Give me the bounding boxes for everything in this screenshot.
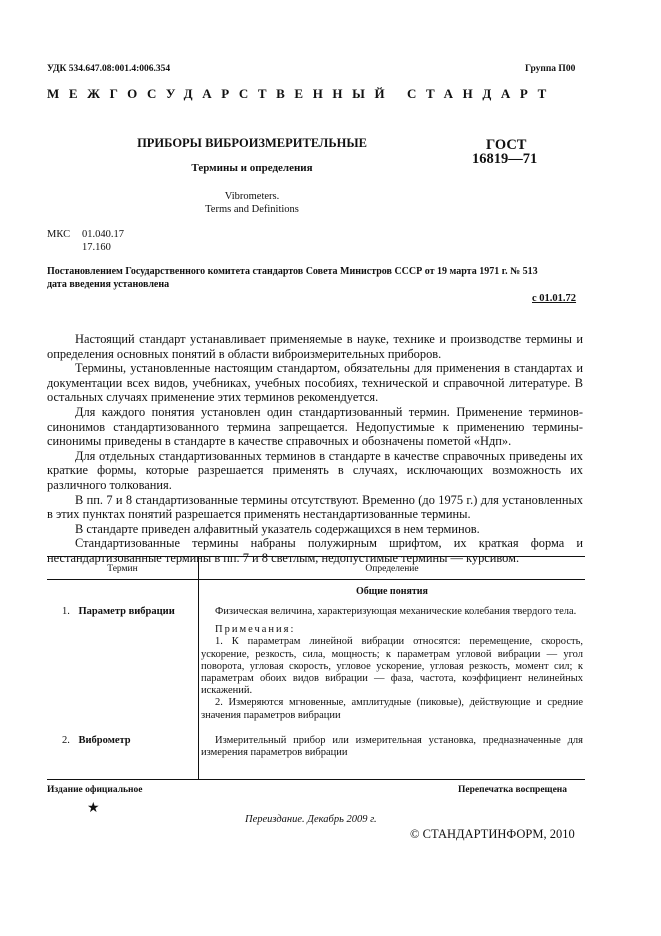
document-subtitle: Термины и определения: [191, 162, 313, 174]
udk-code: УДК 534.647.08:001.4:006.354: [47, 64, 171, 74]
intro-paragraph: Стандартизованные термины набраны полужирным шрифтом, их краткая форма и нестандартизованные термины в пп. 7 и 8 светлым, недопустимые термины — курсивом.: [47, 536, 583, 565]
reissue-note: Переиздание. Декабрь 2009 г.: [245, 814, 377, 825]
standard-banner: МЕЖГОСУДАРСТВЕННЫЙ СТАНДАРТ: [47, 86, 556, 101]
term-number: 1.: [62, 606, 70, 617]
note-item: 1. К параметрам линейной вибрации относятся: перемещение, скорость, ускорение, резкость, сила, мощность; к параметрам угловой вибрации — угол поворота, угловая скорость, угловое ускорение, угловая резкость, момент сил; к параметрам обоих видов вибрации — фаза, частота, коэффициент нелинейных искажений.: [201, 636, 583, 697]
term-name: Виброметр: [78, 735, 131, 746]
table-top-rule: [47, 556, 585, 557]
term-definition: Измерительный прибор или измерительная установка, предназначенные для измерения параметров вибрации: [201, 735, 583, 759]
document-title: ПРИБОРЫ ВИБРОИЗМЕРИТЕЛЬНЫЕ: [137, 136, 367, 150]
gost-number: 16819—71: [472, 151, 538, 167]
definition-text: Физическая величина, характеризующая механические колебания твердого тела.: [215, 606, 577, 617]
intro-paragraph: Термины, установленные настоящим стандартом, обязательны для применения в стандартах и документации всех видов, учебниках, учебных пособиях, технической и справочной литературе. В остальных случаях применение этих терминов рекомендуется.: [47, 361, 583, 405]
intro-paragraph: Настоящий стандарт устанавливает применяемые в науке, технике и производстве термины и определения основных понятий в области виброизмерительных приборов.: [47, 332, 583, 361]
notes-title: Примечания:: [215, 624, 296, 636]
intro-paragraph: В стандарте приведен алфавитный указатель содержащихся в нем терминов.: [75, 521, 480, 536]
english-title-line2: Terms and Definitions: [205, 204, 299, 215]
intro-text: [47, 332, 583, 566]
term-definition: [201, 606, 583, 722]
intro-paragraph: Для каждого понятия установлен один стандартизованный термин. Применение терминов-синонимов стандартизованного термина запрещается. Недопустимые к применению термины-синонимы приведены в стандарте в качестве справочных и обозначены пометой «Ндп».: [47, 404, 583, 449]
note-item: 2. Измеряются мгновенные, амплитудные (пиковые), действующие и средние значения параметров вибрации: [201, 697, 583, 721]
decree-date-label: дата введения установлена: [47, 279, 170, 290]
table-row: [62, 606, 175, 617]
section-heading: Общие понятия: [356, 586, 428, 597]
english-title-line1: Vibrometers.: [224, 191, 280, 202]
table-row: [62, 735, 131, 746]
star-icon: ★: [87, 801, 100, 816]
column-header-term: Термин: [107, 564, 138, 574]
group-label: Группа П00: [525, 64, 576, 74]
mks-label: МКС: [47, 229, 71, 240]
reprint-prohibited: Перепечатка воспрещена: [458, 785, 568, 795]
mks-code-2: 17.160: [82, 242, 111, 253]
mks-code-1: 01.040.17: [82, 229, 124, 240]
decree-line: Постановлением Государственного комитета стандартов Совета Министров СССР от 19 марта 1971 г. № 513: [47, 266, 538, 277]
table-header-rule: [47, 579, 585, 580]
term-number: 2.: [62, 735, 70, 746]
term-name: Параметр вибрации: [78, 606, 175, 617]
intro-paragraph: В пп. 7 и 8 стандартизованные термины отсутствуют. Временно (до 1975 г.) для установленных в этих пунктах понятий разрешается применять нестандартизованные термины.: [47, 492, 583, 522]
intro-paragraph: Для отдельных стандартизованных терминов в стандарте в качестве справочных приведены их краткие формы, которые разрешается применять в случаях, исключающих возможность их различного толкования.: [47, 448, 583, 492]
column-header-definition: Определение: [365, 564, 419, 574]
official-edition: Издание официальное: [47, 785, 143, 795]
gost-label: ГОСТ: [486, 137, 527, 153]
table-bottom-rule: [47, 779, 585, 780]
copyright-notice: © СТАНДАРТИНФОРМ, 2010: [410, 827, 575, 841]
effective-date: с 01.01.72: [532, 293, 577, 304]
